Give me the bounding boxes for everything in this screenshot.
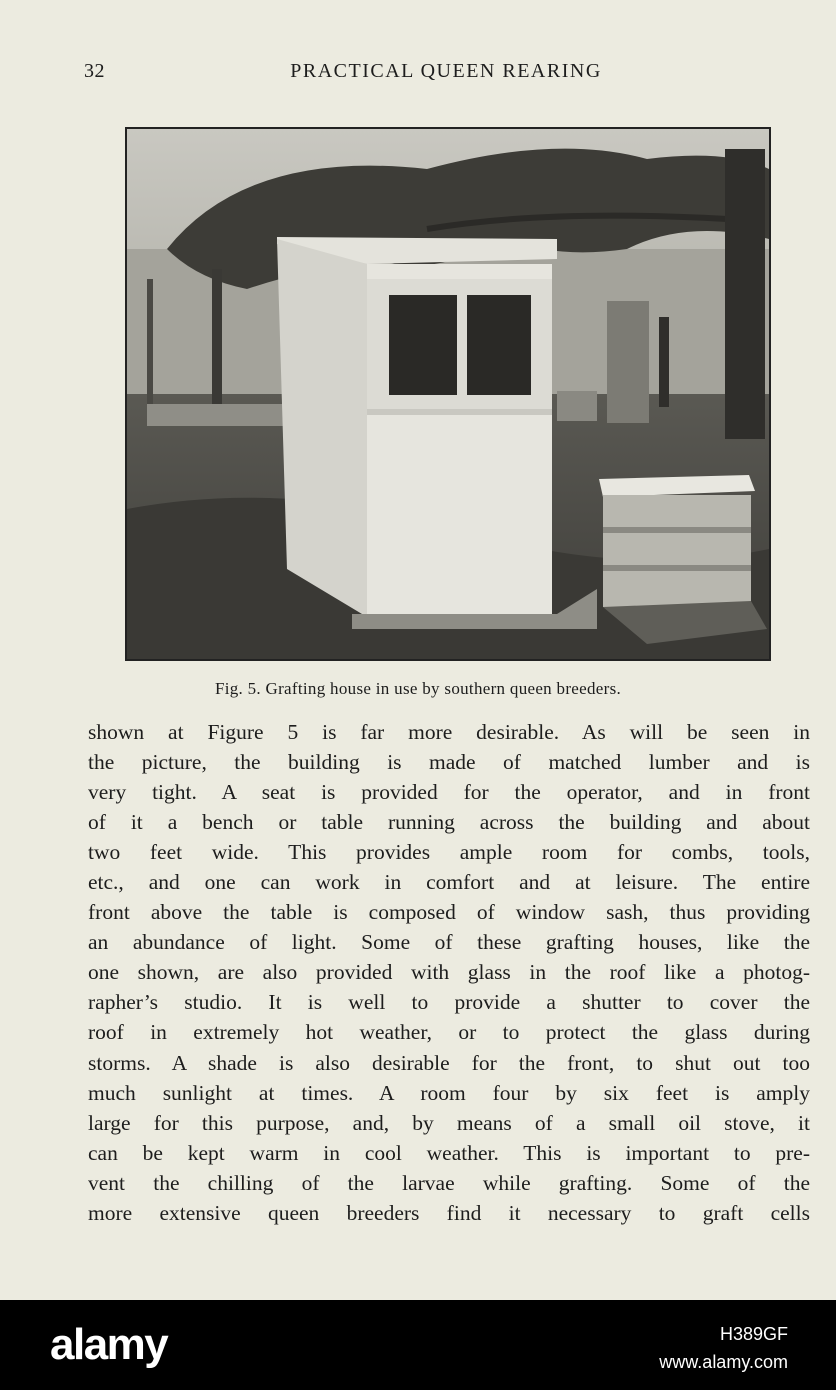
body-line: front above the table is composed of window sash, thus providing <box>88 900 810 925</box>
alamy-logo: alamy <box>50 1320 168 1369</box>
page-number: 32 <box>84 60 105 82</box>
body-line: shown at Figure 5 is far more desirable. As will be seen in <box>88 720 810 744</box>
grafting-house-photo <box>127 129 769 659</box>
figure-caption: Fig. 5. Grafting house in use by southern queen breeders. <box>214 679 622 698</box>
body-line: rapher’s studio. It is well to provide a shutter to cover the <box>88 990 810 1015</box>
image-id: H389GF <box>719 1324 788 1344</box>
body-line: roof in extremely hot weather, or to protect the glass during <box>88 1020 810 1045</box>
body-line: can be kept warm in cool weather. This is important to pre- <box>88 1140 810 1165</box>
stock-footer <box>0 1300 836 1390</box>
running-title: PRACTICAL QUEEN REARING <box>290 60 602 82</box>
body-line: vent the chilling of the larvae while grafting. Some of the <box>88 1170 810 1195</box>
body-line: much sunlight at times. A room four by six feet is amply <box>88 1080 810 1105</box>
body-line: storms. A shade is also desirable for the front, to shut out too <box>88 1050 810 1075</box>
body-line: two feet wide. This provides ample room for combs, tools, <box>88 840 810 865</box>
body-text <box>88 717 810 1228</box>
body-line: the picture, the building is made of matched lumber and is <box>88 750 810 775</box>
body-line: etc., and one can work in comfort and at leisure. The entire <box>88 870 810 895</box>
body-line: large for this purpose, and, by means of a small oil stove, it <box>88 1110 810 1135</box>
body-line: more extensive queen breeders find it necessary to graft cells <box>88 1200 810 1225</box>
body-line: one shown, are also provided with glass in the roof like a photog- <box>88 960 810 985</box>
figure-photo <box>125 127 771 661</box>
body-line: very tight. A seat is provided for the operator, and in front <box>88 780 810 805</box>
body-line: an abundance of light. Some of these grafting houses, like the <box>88 930 810 955</box>
site-url: www.alamy.com <box>659 1352 788 1372</box>
body-line: of it a bench or table running across the building and about <box>88 810 810 835</box>
